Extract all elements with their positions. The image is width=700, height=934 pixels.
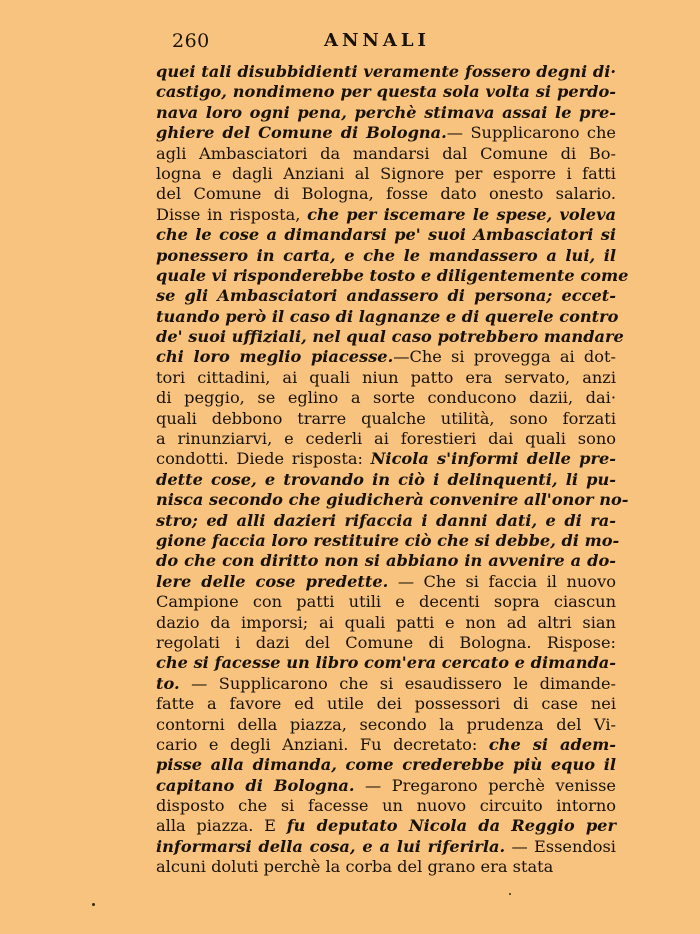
page-number: 260 [172,30,210,52]
text-line [156,613,616,633]
italic-text-segment: se gli Ambasciatori andassero di persona; eccet- [156,286,616,306]
roman-text-segment: logna e dagli Anziani al Signore per esporre i fatti [156,163,616,183]
roman-text-segment: contorni della piazza, secondo la prudenza del Vi- [156,714,616,734]
roman-text-segment: di peggio, se eglino a sorte conducono dazii, dai· [156,388,616,408]
roman-text-segment: condotti. Diede risposta: [156,449,371,469]
roman-text-segment: — Pregarono perchè venisse [354,775,616,795]
page-header [0,30,700,54]
italic-text-segment: dette cose, e trovando in ciò i delinquenti, li pu- [156,469,616,489]
italic-text-segment: nisca secondo che giudicherà convenire all'onor no- [156,490,629,510]
text-line [156,205,616,225]
italic-text-segment: che si facesse un libro com'era cercato e dimanda- [156,653,616,673]
text-line [156,164,616,184]
text-line [156,246,616,266]
roman-text-segment: — Essendosi [505,836,616,856]
roman-text-segment: alla piazza. E [156,816,287,836]
italic-text-segment: de' suoi uffiziali, nel qual caso potrebbero mandare [156,327,624,347]
italic-text-segment: chi loro meglio piacesse. [156,347,394,367]
text-line [156,551,616,571]
italic-text-segment: che le cose a dimandarsi pe' suoi Ambasciatori si [156,225,616,245]
roman-text-segment: Campione con patti utili e decenti sopra ciascun [156,592,616,612]
text-line [156,857,616,877]
roman-text-segment: quali debbono trarre qualche utilità, sono forzati [156,408,616,428]
text-line [156,755,616,775]
text-line [156,715,616,735]
text-line [156,306,619,327]
italic-text-segment: ponessero in carta, e che le mandassero a lui, il [156,245,616,265]
italic-text-segment: nava loro ogni pena, perchè stimava assai le pre- [156,102,616,122]
italic-text-segment: fu deputato Nicola da Reggio per [286,816,616,836]
roman-text-segment: del Comune di Bologna, fosse dato onesto salario. [156,184,616,204]
text-line [156,368,616,388]
text-line [156,286,616,306]
roman-text-segment: agli Ambasciatori da mandarsi dal Comune di Bo- [156,143,616,163]
text-line [156,123,616,143]
text-line [156,694,616,714]
italic-text-segment: pisse alla dimanda, come crederebbe più equo il [156,755,616,775]
text-line [156,653,616,673]
text-line [156,82,616,102]
italic-text-segment: gione faccia loro restituire ciò che si debbe, di mo- [156,530,620,550]
text-line [156,796,616,816]
roman-text-segment: Disse in risposta, [156,204,308,224]
italic-text-segment: che si adem- [488,734,616,754]
text-line [156,490,629,510]
text-line [156,511,616,531]
text-line [156,327,624,347]
roman-text-segment: — Supplicarono che [446,123,616,143]
text-line [156,225,616,245]
roman-text-segment: alcuni doluti perchè la corba del grano era stata [156,857,554,877]
italic-text-segment: lere delle cose predette. [156,571,389,591]
italic-text-segment: do che con diritto non si abbiano in avvenire a do- [156,551,616,571]
italic-text-segment: capitano di Bologna. [156,775,355,795]
text-line [156,347,616,367]
text-line [156,449,616,469]
italic-text-segment: tuando però il caso di lagnanze e di querele contro [156,306,619,326]
text-line [156,816,616,836]
italic-text-segment: to. [156,673,180,693]
text-line [156,837,616,857]
italic-text-segment: che per iscemare le spese, voleva [307,204,616,224]
roman-text-segment: fatte a favore ed utile dei possessori di case nei [156,694,616,714]
text-line [156,265,629,286]
paper-speck [92,903,95,906]
text-line [156,144,616,164]
roman-text-segment: — Che si faccia il nuovo [388,571,616,591]
roman-text-segment: disposto che si facesse un nuovo circuito intorno [156,796,616,816]
italic-text-segment: informarsi della cosa, e a lui riferirla. [156,836,506,856]
italic-text-segment: quale vi risponderebbe tosto e diligentemente come [156,265,629,285]
paper-speck [509,893,511,895]
text-line [156,62,616,82]
text-line [156,409,616,429]
roman-text-segment: cario e degli Anziani. Fu decretato: [156,734,489,754]
text-line [156,592,616,612]
roman-text-segment: regolati i dazi del Comune di Bologna. Rispose: [156,632,616,652]
text-line [156,633,616,653]
text-line [156,429,616,449]
italic-text-segment: castigo, nondimeno per questa sola volta si perdo- [156,82,616,102]
italic-text-segment: ghiere del Comune di Bologna. [156,123,447,143]
text-line [156,776,616,796]
roman-text-segment: —Che si provegga ai dot- [393,347,616,367]
roman-text-segment: dazio da imporsi; ai quali patti e non ad altri sian [156,612,616,632]
text-line [156,184,616,204]
roman-text-segment: — Supplicarono che si esaudissero le dimande- [179,673,616,693]
text-line [156,388,616,408]
body-text [156,62,629,878]
text-line [156,674,616,694]
text-line [156,572,616,592]
italic-text-segment: stro; ed alli dazieri rifaccia i danni dati, e di ra- [156,510,616,530]
text-line [156,470,616,490]
italic-text-segment: quei tali disubbidienti veramente fossero degni di· [156,62,616,81]
roman-text-segment: a rinunziarvi, e cederli ai forestieri dai quali sono [156,429,616,449]
text-line [156,103,616,123]
text-line [156,530,620,551]
running-title: ANNALI [324,30,430,51]
text-line [156,735,616,755]
roman-text-segment: tori cittadini, ai quali niun patto era servato, anzi [156,367,616,387]
italic-text-segment: Nicola s'informi delle pre- [370,449,616,469]
